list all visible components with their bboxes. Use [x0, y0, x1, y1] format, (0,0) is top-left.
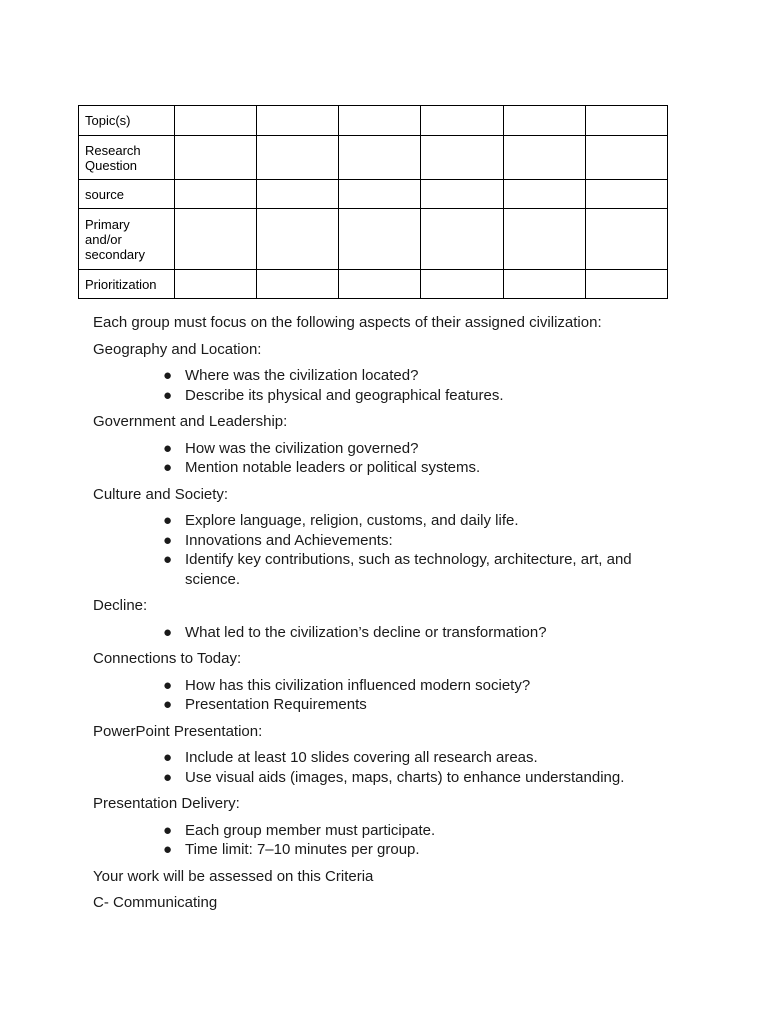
- table-row: [79, 270, 668, 299]
- section-heading: Presentation Delivery:: [93, 795, 240, 812]
- table-cell: [585, 209, 667, 270]
- section-heading: Decline:: [93, 597, 148, 614]
- table-cell: [339, 136, 421, 180]
- table-cell: [175, 209, 257, 270]
- list-item-text: Presentation Requirements: [185, 696, 367, 713]
- bullet-list: [93, 748, 673, 787]
- list-item: [163, 840, 673, 860]
- table-cell: [339, 270, 421, 299]
- bullet-list: [93, 623, 673, 643]
- bullet-icon: ●: [163, 768, 173, 786]
- list-item-text: Each group member must participate.: [185, 821, 436, 839]
- list-item-text: How has this civilization influenced modern society?: [185, 676, 531, 694]
- section-heading: Connections to Today:: [93, 650, 242, 667]
- list-item-text: Mention notable leaders or political systems.: [185, 459, 481, 476]
- bullet-list: [93, 366, 673, 405]
- row-label-primary-secondary: Primary and/or secondary: [79, 209, 175, 270]
- list-item-text: What led to the civilization’s decline or transformation?: [185, 623, 547, 641]
- list-item-text: Identify key contributions, such as technology, architecture, art, and science.: [185, 551, 632, 588]
- table-cell: [585, 136, 667, 180]
- bullet-icon: ●: [163, 551, 173, 568]
- bullet-icon: ●: [163, 367, 173, 384]
- section-heading: Geography and Location:: [93, 340, 262, 358]
- table-cell: [175, 136, 257, 180]
- document-body: [93, 313, 673, 920]
- bullet-icon: ●: [163, 512, 173, 529]
- table-cell: [585, 180, 667, 209]
- table-cell: [585, 270, 667, 299]
- bullet-icon: ●: [163, 696, 173, 713]
- list-item: [163, 821, 673, 841]
- table-cell: [503, 180, 585, 209]
- section-heading: PowerPoint Presentation:: [93, 722, 263, 740]
- row-label-research-question: Research Question: [79, 136, 175, 180]
- table-cell: [339, 106, 421, 136]
- table-cell: [257, 136, 339, 180]
- list-item: [163, 748, 673, 768]
- list-item: [163, 531, 673, 551]
- table-cell: [339, 180, 421, 209]
- bullet-icon: ●: [163, 676, 173, 694]
- bullet-list: [93, 439, 673, 478]
- table-cell: [503, 209, 585, 270]
- bullet-list: [93, 511, 673, 589]
- table-cell: [175, 270, 257, 299]
- bullet-icon: ●: [163, 386, 173, 404]
- list-item: [163, 366, 673, 386]
- bullet-icon: ●: [163, 749, 173, 766]
- table-cell: [421, 180, 503, 209]
- bullet-icon: ●: [163, 841, 173, 858]
- list-item-text: Where was the civilization located?: [185, 367, 419, 384]
- table-cell: [421, 136, 503, 180]
- list-item: [163, 676, 673, 696]
- criterion-paragraph: C- Communicating: [93, 894, 218, 911]
- list-item-text: Explore language, religion, customs, and daily life.: [185, 512, 519, 529]
- list-item-text: Use visual aids (images, maps, charts) to enhance understanding.: [185, 768, 625, 786]
- bullet-icon: ●: [163, 821, 173, 839]
- row-label-prioritization: Prioritization: [79, 270, 175, 299]
- table-cell: [503, 136, 585, 180]
- bullet-list: [93, 676, 673, 715]
- bullet-icon: ●: [163, 459, 173, 476]
- intro-paragraph: Each group must focus on the following aspects of their assigned civilization:: [93, 314, 602, 331]
- table-row: [79, 180, 668, 209]
- table-cell: [421, 270, 503, 299]
- table-cell: [421, 106, 503, 136]
- list-item: [163, 768, 673, 788]
- section-heading: Government and Leadership:: [93, 413, 288, 430]
- list-item-text: Describe its physical and geographical features.: [185, 386, 504, 404]
- table-cell: [503, 106, 585, 136]
- list-item: [163, 623, 673, 643]
- bullet-icon: ●: [163, 439, 173, 457]
- table-cell: [339, 209, 421, 270]
- table-cell: [421, 209, 503, 270]
- assessment-paragraph: Your work will be assessed on this Criteria: [93, 867, 374, 885]
- bullet-list: [93, 821, 673, 860]
- table-cell: [257, 270, 339, 299]
- table-cell: [175, 180, 257, 209]
- bullet-icon: ●: [163, 623, 173, 641]
- row-label-topics: Topic(s): [79, 106, 175, 136]
- table-cell: [503, 270, 585, 299]
- list-item: [163, 695, 673, 715]
- list-item: [163, 511, 673, 531]
- section-heading: Culture and Society:: [93, 485, 229, 503]
- table-cell: [585, 106, 667, 136]
- research-planning-table: [78, 105, 668, 299]
- table-cell: [257, 180, 339, 209]
- table-row: [79, 136, 668, 180]
- list-item: [163, 439, 673, 459]
- bullet-icon: ●: [163, 531, 173, 549]
- list-item-text: Time limit: 7–10 minutes per group.: [185, 841, 420, 858]
- row-label-source: source: [79, 180, 175, 209]
- table-row: [79, 106, 668, 136]
- table-row: [79, 209, 668, 270]
- table-cell: [257, 209, 339, 270]
- list-item-text: Innovations and Achievements:: [185, 531, 393, 549]
- list-item: [163, 386, 673, 406]
- list-item-text: How was the civilization governed?: [185, 439, 419, 457]
- list-item-text: Include at least 10 slides covering all research areas.: [185, 749, 538, 766]
- table-cell: [257, 106, 339, 136]
- table-cell: [175, 106, 257, 136]
- list-item: [163, 458, 673, 478]
- list-item: [163, 550, 673, 589]
